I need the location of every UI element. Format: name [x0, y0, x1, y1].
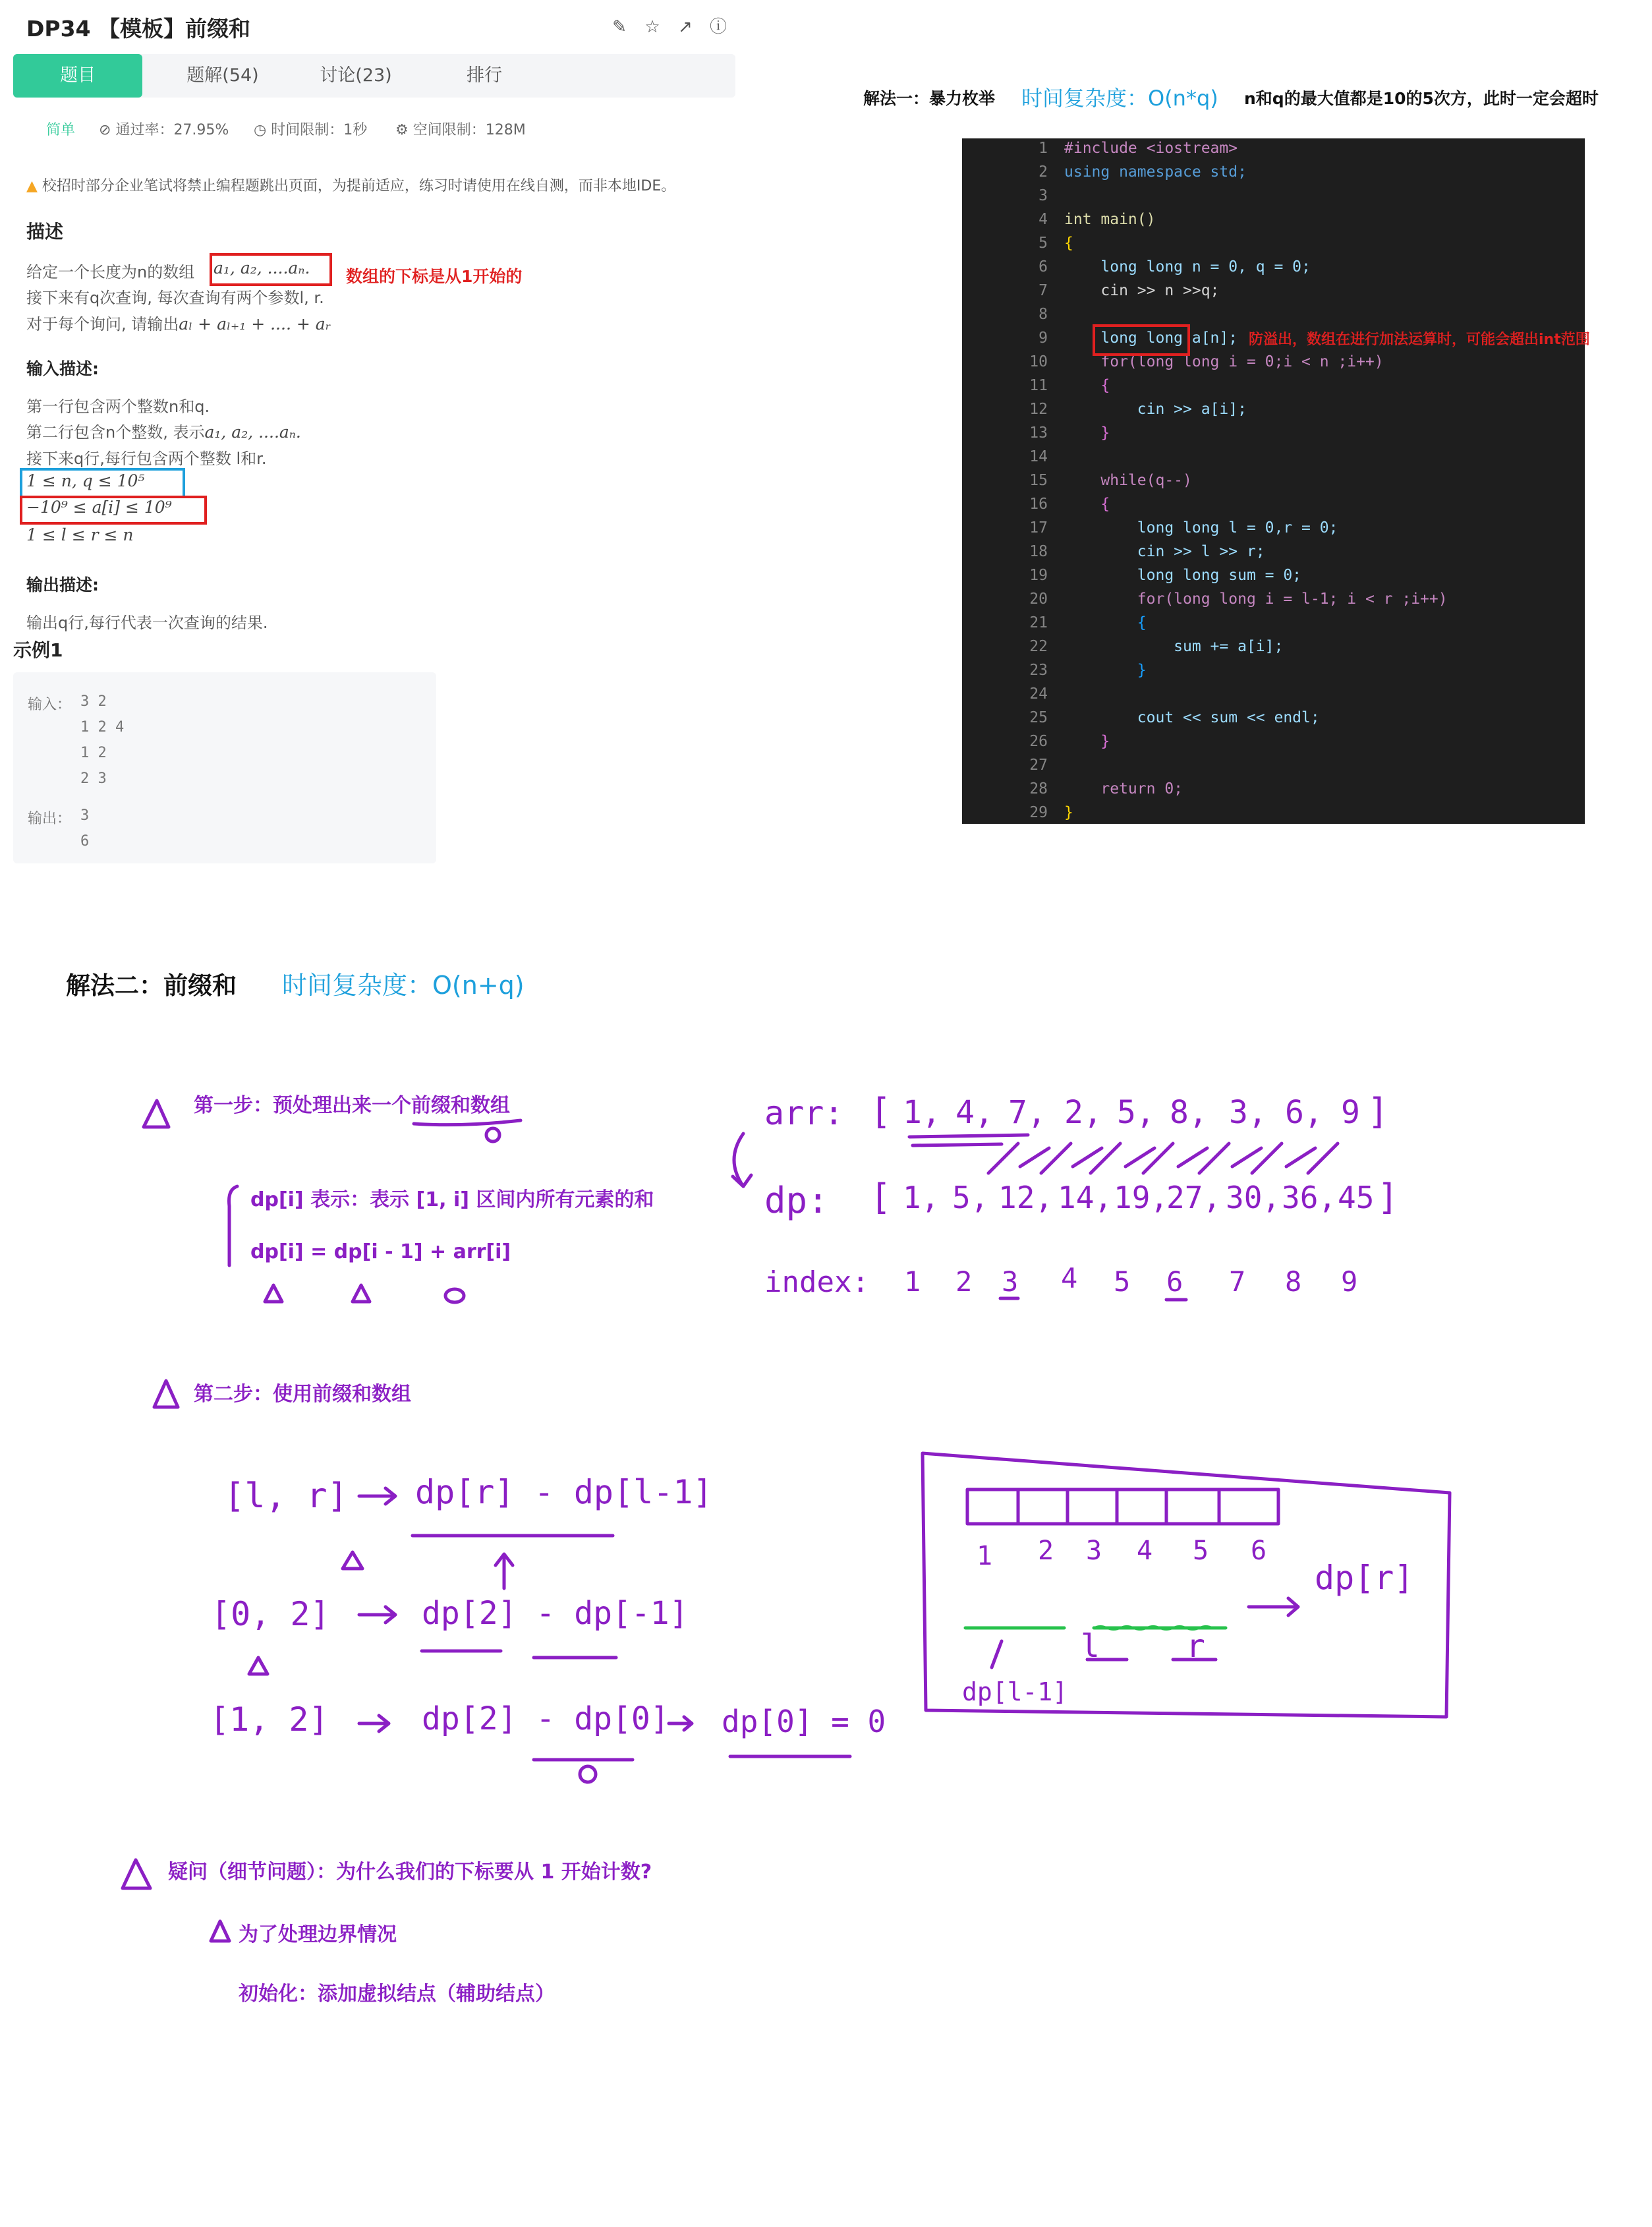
line-number: 15	[1029, 472, 1048, 489]
line-number: 2	[1039, 163, 1048, 181]
range-2-result: dp[2] - dp[-1]	[422, 1595, 689, 1632]
line-number: 16	[1029, 496, 1048, 513]
index-value: 3	[1002, 1265, 1019, 1298]
desc-heading: 描述	[26, 221, 64, 243]
dp-value: 30,	[1226, 1180, 1281, 1215]
info-icon[interactable]: ⓘ	[709, 17, 727, 37]
line-number: 9	[1039, 330, 1048, 347]
code-line: for(long long i = 0;i < n ;i++)	[1064, 353, 1384, 370]
arr-value: 1,	[903, 1094, 941, 1131]
line-number: 12	[1029, 401, 1048, 418]
triangle-icon	[154, 1381, 178, 1407]
tab-discussion[interactable]: 讨论(23)	[320, 65, 392, 86]
box-index: 4	[1137, 1536, 1153, 1566]
box-index: 1	[977, 1541, 993, 1571]
constraint-3: 1 ≤ l ≤ r ≤ n	[26, 525, 134, 544]
box-r: r	[1186, 1628, 1205, 1665]
code-line: long long n = 0, q = 0;	[1064, 258, 1311, 275]
range-1: [l, r]	[224, 1476, 348, 1516]
arr-value: 6,	[1285, 1094, 1323, 1131]
example-input-line: 2 3	[80, 770, 107, 787]
line-number: 21	[1029, 614, 1048, 631]
code-line: for(long long i = l-1; i < r ;i++)	[1064, 591, 1448, 608]
line-number: 5	[1039, 235, 1048, 252]
range-3: [1, 2]	[210, 1700, 329, 1739]
dp-open-bracket: [	[870, 1176, 892, 1218]
dp-value: 12,	[998, 1180, 1054, 1215]
step1-text: 第一步：预处理出来一个前缀和数组	[194, 1094, 510, 1117]
dp-value: 45	[1338, 1180, 1375, 1215]
code-line: cin >> l >> r;	[1064, 543, 1265, 560]
dp-value: 1,	[903, 1180, 940, 1215]
box-l: l	[1081, 1628, 1100, 1665]
triangle-icon	[144, 1101, 169, 1127]
arr-value: 4,	[955, 1094, 994, 1131]
arr-value: 5,	[1117, 1094, 1155, 1131]
line-number: 19	[1029, 567, 1048, 584]
dp-definition: dp[i] 表示：表示 [1, i] 区间内所有元素的和	[250, 1188, 654, 1211]
dp-close-bracket: ]	[1377, 1176, 1399, 1218]
code-line: {	[1064, 614, 1147, 631]
code-line: return 0;	[1064, 780, 1183, 797]
line-number: 3	[1039, 187, 1048, 204]
box-index: 6	[1251, 1536, 1267, 1566]
overflow-note: 防溢出，数组在进行加法运算时，可能会超出int范围	[1249, 332, 1590, 348]
index-value: 7	[1229, 1265, 1246, 1298]
line-number: 25	[1029, 709, 1048, 726]
edit-icon[interactable]: ✎	[612, 17, 627, 37]
index-value: 1	[904, 1265, 921, 1298]
code-line: }	[1064, 662, 1147, 679]
code-line: long long sum = 0;	[1064, 567, 1302, 584]
line-number: 14	[1029, 448, 1048, 465]
line-number: 24	[1029, 685, 1048, 703]
problem-title: DP34 【模板】前缀和	[26, 16, 250, 42]
dp-value: 19,	[1114, 1180, 1169, 1215]
code-line: long long l = 0,r = 0;	[1064, 519, 1338, 536]
example-input-label: 输入：	[28, 697, 72, 713]
arr-value: 2,	[1064, 1094, 1102, 1131]
range-3-result: dp[2] - dp[0]	[422, 1700, 669, 1737]
example-output-line: 3	[80, 807, 90, 824]
code-line: {	[1064, 377, 1110, 394]
line-number: 29	[1029, 804, 1048, 821]
example-input-line: 1 2 4	[80, 719, 125, 736]
solution2-label: 解法二：前缀和	[66, 971, 237, 1000]
code-line: using namespace std;	[1064, 163, 1247, 181]
tab-solutions[interactable]: 题解(54)	[186, 65, 259, 86]
star-icon[interactable]: ☆	[644, 17, 660, 37]
index-value: 6	[1166, 1265, 1183, 1298]
code-line: #include <iostream>	[1064, 140, 1238, 157]
code-line: cin >> n >>q;	[1064, 282, 1220, 299]
range-2: [0, 2]	[211, 1595, 330, 1633]
line-number: 18	[1029, 543, 1048, 560]
code-line: {	[1064, 235, 1073, 252]
output-line-1: 输出q行,每行代表一次查询的结果.	[26, 614, 268, 632]
answer-text: 为了处理边界情况	[239, 1923, 397, 1946]
constraint-2: −10⁹ ≤ a[i] ≤ 10⁹	[26, 498, 172, 517]
solution1-complexity: 时间复杂度：O(n*q)	[1021, 86, 1218, 111]
box-result: dp[r]	[1315, 1559, 1414, 1597]
line-number: 28	[1029, 780, 1048, 797]
code-line: }	[1064, 733, 1110, 750]
index-value: 4	[1061, 1262, 1078, 1294]
desc-line-3: 对于每个询问, 请输出aₗ + aₗ₊₁ + .... + aᵣ	[26, 314, 331, 333]
line-number: 17	[1029, 519, 1048, 536]
tab-ranking[interactable]: 排行	[467, 65, 502, 86]
code-line: long long a[n];	[1064, 330, 1238, 347]
code-line: sum += a[i];	[1064, 638, 1284, 655]
pass-rate: ⊘ 通过率：27.95%	[99, 122, 229, 138]
line-number: 7	[1039, 282, 1048, 299]
example-heading: 示例1	[13, 639, 63, 661]
code-line: }	[1064, 804, 1073, 821]
line-number: 6	[1039, 258, 1048, 275]
arr-open-bracket: [	[870, 1091, 892, 1132]
line-number: 22	[1029, 638, 1048, 655]
dp-value: 27,	[1166, 1180, 1222, 1215]
line-number: 8	[1039, 306, 1048, 323]
example-input-line: 3 2	[80, 693, 107, 710]
code-line: while(q--)	[1064, 472, 1192, 489]
range-1-result: dp[r] - dp[l-1]	[415, 1473, 713, 1511]
tab-problem[interactable]: 题目	[13, 54, 142, 98]
ide-notice: ▲ 校招时部分企业笔试将禁止编程题跳出页面，为提前适应，练习时请使用在线自测，而非本地IDE。	[26, 178, 676, 194]
share-icon[interactable]: ↗	[678, 17, 693, 37]
solution1-label: 解法一：暴力枚举	[863, 89, 996, 108]
triangle-icon	[123, 1860, 150, 1888]
index-value: 8	[1285, 1265, 1302, 1298]
code-line: }	[1064, 424, 1110, 442]
line-number: 27	[1029, 757, 1048, 774]
code-line: cin >> a[i];	[1064, 401, 1247, 418]
box-dp-l1: dp[l-1]	[962, 1677, 1068, 1706]
arr-value: 7,	[1008, 1094, 1046, 1131]
constraint-1: 1 ≤ n, q ≤ 10⁵	[26, 471, 145, 490]
range-3-tail: dp[0] = 0	[722, 1704, 886, 1739]
line-number: 23	[1029, 662, 1048, 679]
line-number: 4	[1039, 211, 1048, 228]
arr-value: 3,	[1229, 1094, 1267, 1131]
warning-icon: ▲	[26, 178, 38, 194]
arr-value: 8,	[1170, 1094, 1208, 1131]
code-line: {	[1064, 496, 1110, 513]
dp-formula: dp[i] = dp[i - 1] + arr[i]	[250, 1240, 511, 1263]
desc-line-2: 接下来有q次查询, 每次查询有两个参数l, r.	[26, 289, 324, 307]
dp-value: 5,	[952, 1180, 989, 1215]
line-number: 20	[1029, 591, 1048, 608]
time-limit: ◷ 时间限制：1秒	[254, 122, 368, 138]
box-index: 3	[1086, 1536, 1102, 1566]
code-line: int main()	[1064, 211, 1156, 228]
box-index: 2	[1038, 1536, 1054, 1566]
index-label: index:	[764, 1265, 869, 1299]
input-line-2: 第二行包含n个整数, 表示a₁, a₂, ....aₙ.	[26, 422, 301, 442]
input-heading: 输入描述:	[26, 359, 99, 378]
code-line: cout << sum << endl;	[1064, 709, 1320, 726]
output-heading: 输出描述:	[26, 575, 99, 594]
line-number: 26	[1029, 733, 1048, 750]
triangle-icon	[211, 1921, 229, 1941]
dp-label: dp:	[764, 1180, 829, 1221]
arr-label: arr:	[764, 1094, 844, 1132]
line-number: 11	[1029, 377, 1048, 394]
desc-line-1: 给定一个长度为n的数组	[26, 263, 195, 281]
dp-value: 36,	[1282, 1180, 1337, 1215]
question-text: 疑问（细节问题）：为什么我们的下标要从 1 开始计数?	[168, 1861, 652, 1884]
arr-close-bracket: ]	[1367, 1091, 1389, 1132]
step2-text: 第二步：使用前缀和数组	[194, 1383, 411, 1406]
dp-value: 14,	[1058, 1180, 1113, 1215]
box-index: 5	[1193, 1536, 1209, 1566]
desc-line-1-math: a₁, a₂, ....aₙ.	[214, 258, 310, 277]
line-number: 10	[1029, 353, 1048, 370]
example-output-line: 6	[80, 833, 90, 850]
solution2-complexity: 时间复杂度：O(n+q)	[282, 971, 525, 1000]
solution1-note: n和q的最大值都是10的5次方，此时一定会超时	[1244, 89, 1599, 108]
index-value: 5	[1114, 1265, 1131, 1298]
arr-value: 9	[1341, 1094, 1360, 1131]
index-value: 2	[955, 1265, 973, 1298]
input-line-1: 第一行包含两个整数n和q.	[26, 397, 210, 416]
line-number: 13	[1029, 424, 1048, 442]
input-line-3: 接下来q行,每行包含两个整数 l和r.	[26, 449, 267, 468]
index-note: 数组的下标是从1开始的	[346, 267, 523, 286]
line-number: 1	[1039, 140, 1048, 157]
example-output-label: 输出：	[28, 811, 72, 827]
init-text: 初始化：添加虚拟结点（辅助结点）	[239, 1982, 555, 2006]
example-input-line: 1 2	[80, 745, 107, 761]
memory-limit: ⚙ 空间限制：128M	[395, 122, 526, 138]
index-value: 9	[1341, 1265, 1358, 1298]
difficulty-badge: 简单	[46, 122, 76, 138]
